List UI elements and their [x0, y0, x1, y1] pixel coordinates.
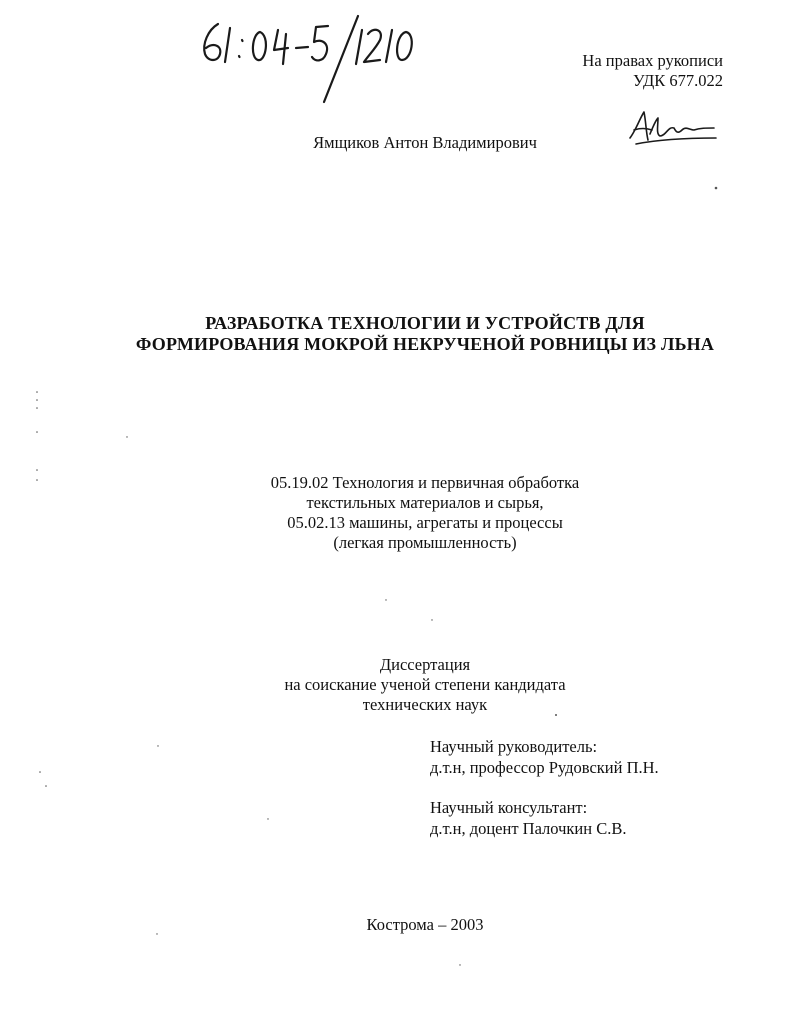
specialty-line-4: (легкая промышленность): [333, 533, 517, 552]
handwritten-catalog-number: [196, 10, 426, 105]
place-and-year: Кострома – 2003: [366, 915, 484, 934]
scientific-advisor: [430, 736, 659, 778]
specialty-block: [0, 473, 795, 553]
dissertation-label: Диссертация: [379, 655, 471, 674]
advisor-label: Научный руководитель:: [430, 737, 598, 756]
specialty-line-2: текстильных материалов и сырья,: [306, 493, 544, 512]
consultant-label: Научный консультант:: [430, 798, 588, 817]
dissertation-type-block: [0, 655, 795, 715]
manuscript-rights-text: На правах рукописи: [582, 51, 723, 70]
specialty-line-3: 05.02.13 машины, агрегаты и процессы: [287, 513, 563, 532]
advisor-name: д.т.н, профессор Рудовский П.Н.: [430, 758, 659, 777]
dissertation-title: [0, 313, 795, 355]
author-name: Ямщиков Антон Владимирович: [313, 133, 537, 152]
consultant-name: д.т.н, доцент Палочкин С.В.: [430, 819, 627, 838]
title-line-1: РАЗРАБОТКА ТЕХНОЛОГИИ И УСТРОЙСТВ ДЛЯ: [205, 313, 645, 333]
scientific-consultant: [430, 797, 626, 839]
title-line-2: ФОРМИРОВАНИЯ МОКРОЙ НЕКРУЧЕНОЙ РОВНИЦЫ ИЗ ЛЬНА: [135, 334, 715, 354]
udc-code: УДК 677.022: [632, 71, 723, 90]
manuscript-rights-block: [582, 51, 723, 91]
degree-line-1: на соискание ученой степени кандидата: [284, 675, 566, 694]
specialty-line-1: 05.19.02 Технология и первичная обработка: [270, 473, 580, 492]
handwritten-code-drawing: [196, 10, 426, 105]
degree-line-2: технических наук: [362, 695, 488, 714]
